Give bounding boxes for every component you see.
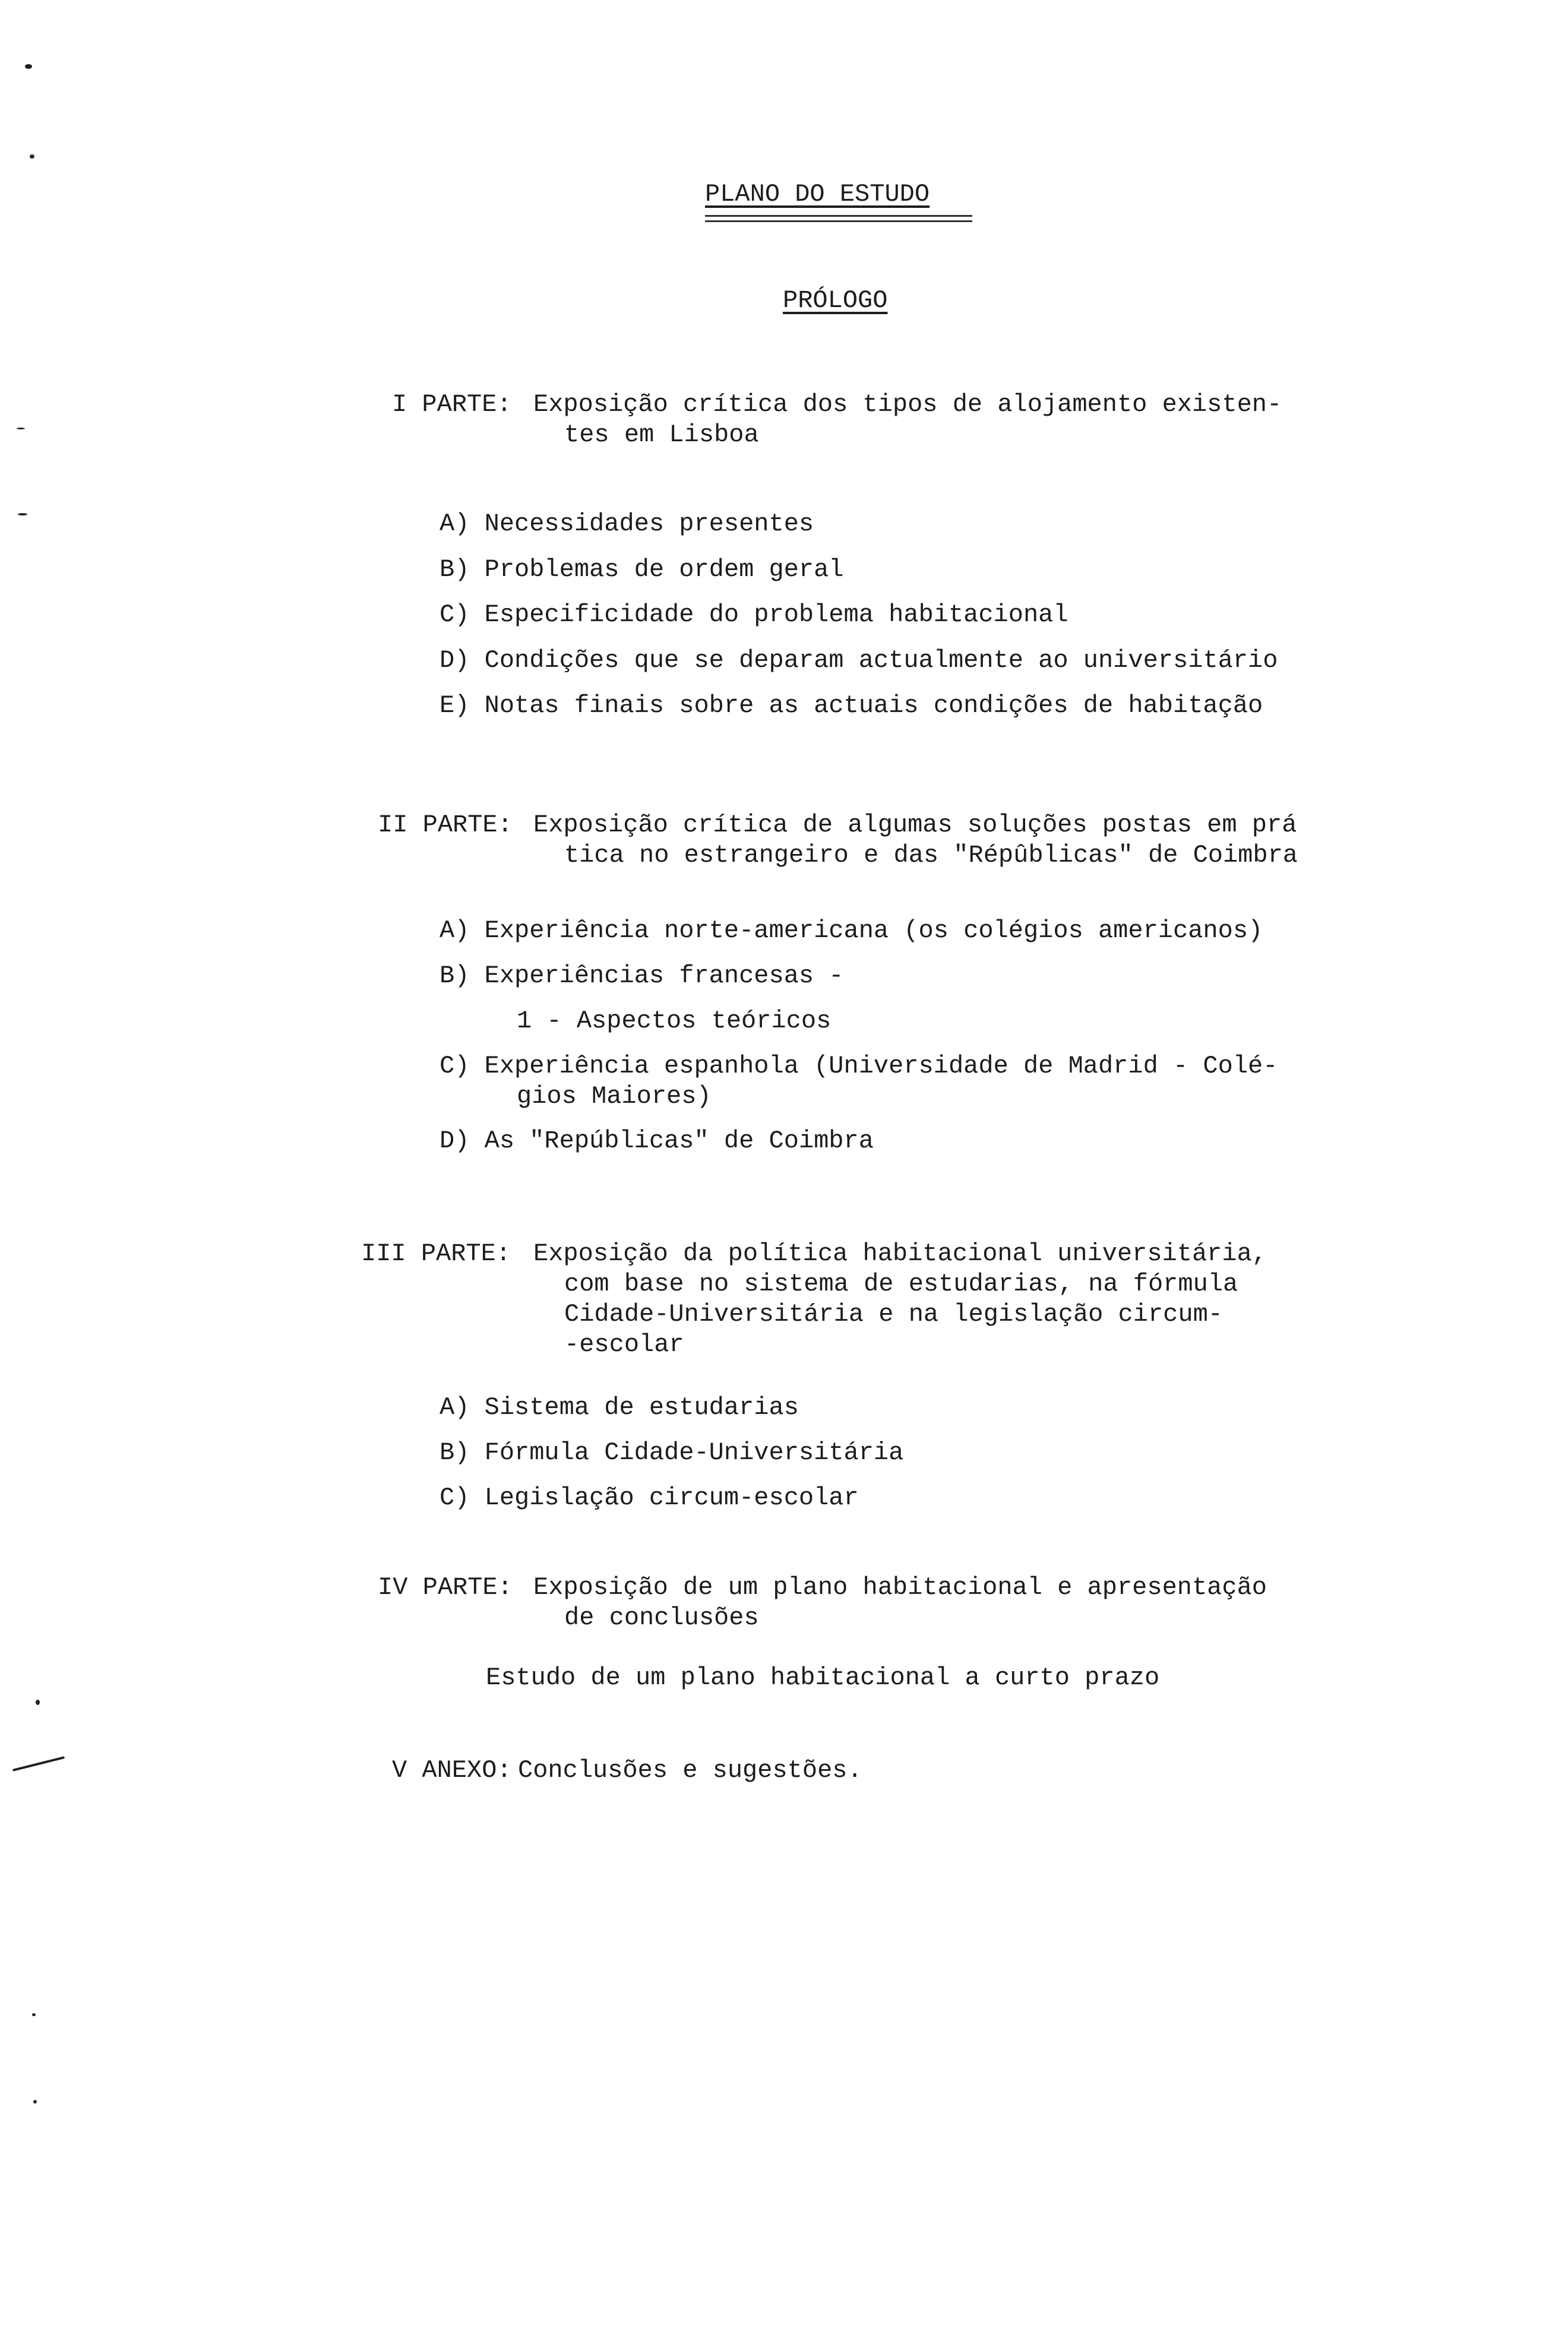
prologue-heading: PRÓLOGO <box>783 286 888 315</box>
part-3-text-line: Cidade-Universitária e na legislação circum- <box>564 1300 1223 1329</box>
scan-speck <box>30 154 34 159</box>
scan-speck <box>17 428 25 429</box>
part-3-item: C) Legislação circum-escolar <box>440 1484 859 1512</box>
part-2-item: C) Experiência espanhola (Universidade de Madrid - Colé- <box>440 1052 1278 1080</box>
part-1-item: E) Notas finais sobre as actuais condições de habitação <box>440 691 1263 720</box>
part-1-item: C) Especificidade do problema habitacional <box>440 600 1068 629</box>
part-1-item: A) Necessidades presentes <box>440 510 814 538</box>
scan-speck <box>36 1700 40 1705</box>
part-2-item: B) Experiências francesas - <box>440 961 844 990</box>
part-3-item: B) Fórmula Cidade-Universitária <box>440 1438 904 1467</box>
part-2-subitem: 1 - Aspectos teóricos <box>517 1007 832 1035</box>
title-double-underline <box>705 215 972 217</box>
annex-label: V ANEXO: <box>392 1756 512 1785</box>
title-double-underline-lower <box>705 220 972 222</box>
part-1-item: D) Condições que se deparam actualmente ao universitário <box>440 646 1278 675</box>
part-2-label: II PARTE: <box>378 811 513 839</box>
part-4-text-line: Exposição de um plano habitacional e apresentação <box>533 1573 1267 1602</box>
part-2-item: D) As "Repúblicas" de Coimbra <box>440 1127 874 1155</box>
annex-text: Conclusões e sugestões. <box>518 1756 862 1785</box>
part-3-text-line: -escolar <box>564 1330 684 1359</box>
part-2-item: A) Experiência norte-americana (os colégios americanos) <box>440 916 1263 945</box>
part-3-item: A) Sistema de estudarias <box>440 1393 799 1422</box>
scan-speck <box>32 2013 36 2016</box>
part-3-text-line: Exposição da política habitacional universitária, <box>533 1239 1267 1268</box>
scan-speck <box>25 64 32 69</box>
scan-speck <box>18 513 27 515</box>
part-4-text-line: de conclusões <box>564 1603 759 1632</box>
part-4-item: Estudo de um plano habitacional a curto prazo <box>486 1663 1160 1692</box>
part-1-item: B) Problemas de ordem geral <box>440 555 844 584</box>
part-4-label: IV PARTE: <box>378 1573 513 1602</box>
part-1-text-line: tes em Lisboa <box>564 420 759 449</box>
part-3-text-line: com base no sistema de estudarias, na fórmula <box>564 1270 1238 1298</box>
scan-streak <box>12 1756 65 1772</box>
document-title: PLANO DO ESTUDO <box>705 180 930 208</box>
part-1-text-line: Exposição crítica dos tipos de alojamento existen- <box>533 390 1282 419</box>
part-2-text-line: Exposição crítica de algumas soluções postas em prá <box>533 811 1297 839</box>
scan-speck <box>33 2100 37 2104</box>
part-1-label: I PARTE: <box>392 390 512 419</box>
part-3-label: III PARTE: <box>361 1239 511 1268</box>
part-2-item-continuation: gios Maiores) <box>517 1082 712 1111</box>
part-2-text-line: tica no estrangeiro e das "Répûblicas" de Coimbra <box>564 841 1298 869</box>
